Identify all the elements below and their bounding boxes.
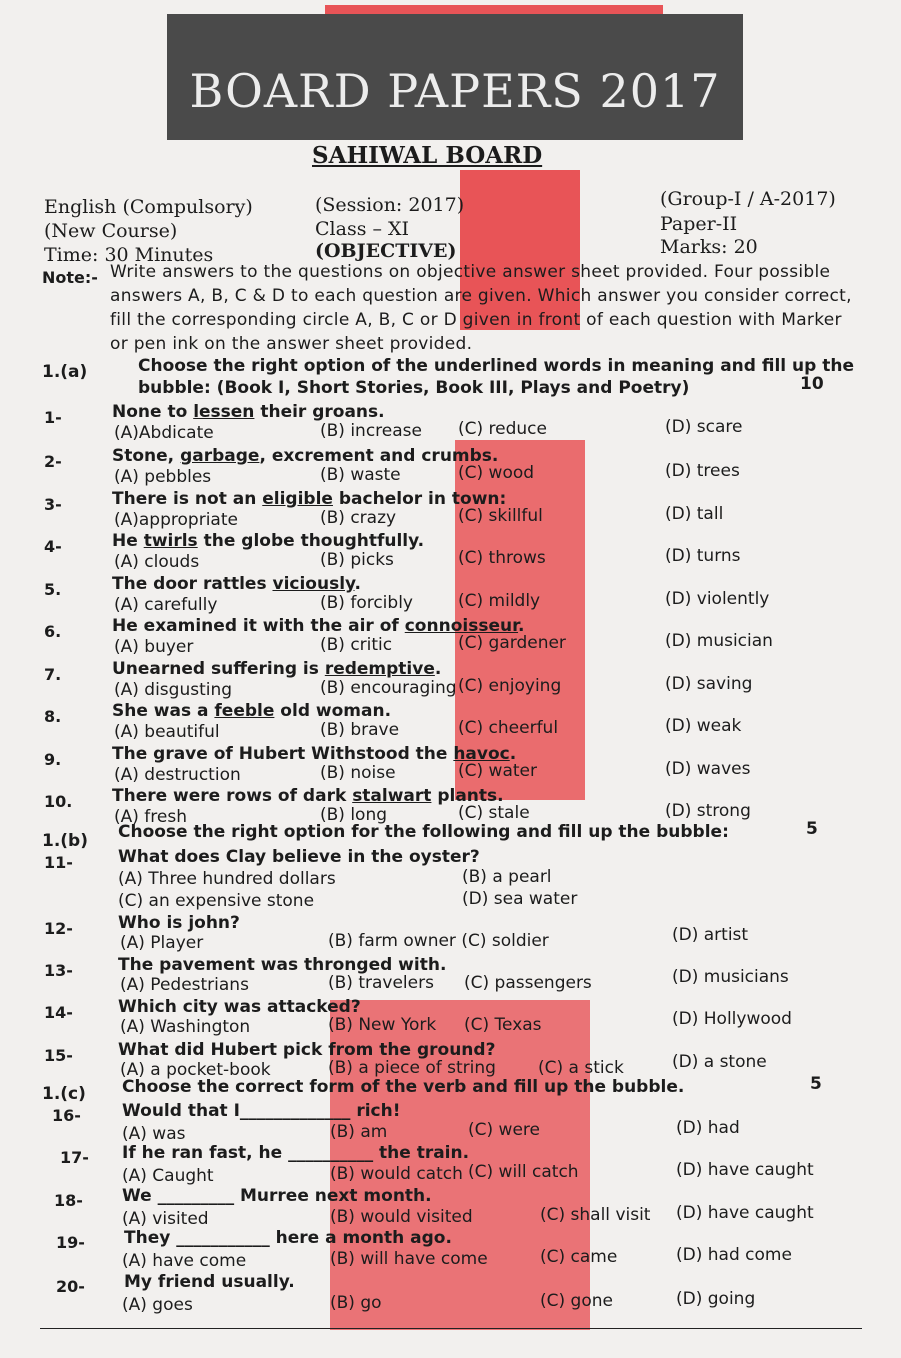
question-number: 7. [44, 665, 62, 684]
section-marks: 5 [810, 1074, 822, 1094]
option-c: (C) Texas [464, 1015, 542, 1035]
option-b: (B) am [330, 1122, 388, 1142]
question-number: 2- [44, 452, 62, 471]
question-text: The pavement was thronged with. [118, 955, 447, 975]
underlined-word: viciously [272, 574, 355, 594]
underlined-word: havoc [453, 744, 510, 764]
option-b: (B) farm owner (C) soldier [328, 931, 549, 951]
underlined-word: garbage [180, 446, 260, 466]
course: (New Course) [44, 220, 178, 242]
option-c: (C) were [468, 1120, 540, 1140]
option-d: (D) a stone [672, 1052, 767, 1072]
time: Time: 30 Minutes [44, 244, 214, 266]
group: (Group-I / A-2017) [660, 188, 836, 210]
question-number: 12- [44, 919, 73, 938]
banner-title: BOARD PAPERS 2017 [189, 64, 721, 118]
option-d: (D) weak [665, 716, 742, 736]
question-number: 18- [54, 1191, 83, 1210]
section-text: Choose the right option for the following and fill up the bubble: [118, 822, 729, 842]
question-text-start: He examined it with the air of [112, 616, 405, 636]
option-b: (B) travelers [328, 973, 434, 993]
option-a: (A) Player [120, 933, 204, 953]
marks: Marks: 20 [660, 236, 758, 258]
question-text [112, 531, 424, 551]
section-text: Choose the right option of the underlined words in meaning and fill up the bubble: (Book I, Short Stories, Book III, Plays and Poetry) [138, 356, 854, 398]
question-text [112, 574, 361, 594]
question-number: 4- [44, 537, 62, 556]
option-d: (D) sea water [462, 889, 578, 909]
section-no: 1.(b) [42, 831, 88, 851]
option-a: (A) visited [122, 1209, 209, 1229]
underlined-word: redemptive [324, 659, 435, 679]
option-c: (C) water [458, 761, 537, 781]
question-text [112, 744, 516, 764]
note-label: Note:- [42, 268, 98, 287]
question-text [112, 446, 498, 466]
option-d: (D) musician [665, 631, 773, 651]
option-a: (A) beautiful [114, 722, 220, 742]
option-a: (A) fresh [114, 807, 187, 827]
underlined-word: lessen [193, 402, 255, 422]
option-b: (B) crazy [320, 508, 397, 528]
option-a: (A) have come [122, 1251, 247, 1271]
section-marks: 5 [806, 819, 818, 839]
banner [167, 14, 743, 140]
underlined-word: stalwart [352, 786, 432, 806]
question-text-end: . [354, 574, 362, 594]
option-c: (C) throws [458, 548, 546, 568]
option-b: (B) waste [320, 465, 401, 485]
section-no: 1.(c) [42, 1084, 86, 1104]
option-a: (A)appropriate [114, 510, 238, 530]
note-text: Write answers to the questions on objective answer sheet provided. Four possible answers A, B, C & D to each question are given. Which answer you consider correct, fill the corresponding circle A, B, C or D given in front of each question with Marker or pen ink on the answer sheet provided. [110, 262, 852, 354]
question-text [112, 701, 391, 721]
option-d: (D) turns [665, 546, 741, 566]
section-no: 1.(a) [42, 362, 88, 382]
paper: Paper-II [660, 213, 738, 235]
question-text-end: the globe thoughtfully. [197, 531, 425, 551]
question-text-start: None to [112, 402, 194, 422]
question-text-start: There is not an [112, 489, 263, 509]
question-text: They ___________ here a month ago. [124, 1228, 452, 1248]
question-number: 11- [44, 853, 73, 872]
option-a: (A) Caught [122, 1166, 214, 1186]
session: (Session: 2017) [315, 194, 465, 216]
board-name: SAHIWAL BOARD [312, 142, 543, 169]
option-b: (B) long [320, 805, 388, 825]
option-b: (B) picks [320, 550, 394, 570]
option-b: (B) increase [320, 421, 422, 441]
question-text: Who is john? [118, 913, 240, 933]
option-b: (B) critic [320, 635, 393, 655]
question-number: 16- [52, 1106, 81, 1125]
option-b: (B) a pearl [462, 867, 552, 887]
paper-type: (OBJECTIVE) [315, 240, 457, 262]
option-d: (D) had [676, 1118, 740, 1138]
section-marks: 10 [800, 374, 824, 394]
question-text [112, 786, 504, 806]
question-text-end: old woman. [274, 701, 392, 721]
option-c: (C) will catch [468, 1162, 579, 1182]
question-number: 14- [44, 1003, 73, 1022]
question-number: 10. [44, 792, 73, 811]
option-d: (D) musicians [672, 967, 789, 987]
question-text: My friend usually. [124, 1272, 295, 1292]
question-text-start: The grave of Hubert Withstood the [112, 744, 454, 764]
underlined-word: eligible [262, 489, 333, 509]
option-b: (B) a piece of string [328, 1058, 496, 1078]
question-text-start: Stone, [112, 446, 181, 466]
question-number: 17- [60, 1148, 89, 1167]
option-c: (C) a stick [538, 1058, 624, 1078]
option-d: (D) saving [665, 674, 753, 694]
option-c: (C) came [540, 1247, 618, 1267]
option-a: (A) disgusting [114, 680, 233, 700]
option-a: (A) Three hundred dollars [118, 869, 336, 889]
option-b: (B) go [330, 1293, 382, 1313]
option-b: (B) will have come [330, 1249, 488, 1269]
question-number: 13- [44, 961, 73, 980]
question-text-start: She was a [112, 701, 215, 721]
question-text-start: He [112, 531, 144, 551]
option-a: (A) carefully [114, 595, 218, 615]
option-d: (D) have caught [676, 1160, 814, 1180]
underlined-word: twirls [143, 531, 198, 551]
option-c: (C) reduce [458, 419, 547, 439]
question-number: 19- [56, 1233, 85, 1252]
option-d: (D) strong [665, 801, 751, 821]
question-number: 3- [44, 495, 62, 514]
option-a: (A) goes [122, 1295, 193, 1315]
underlined-word: connoisseur [404, 616, 519, 636]
option-d: (D) violently [665, 589, 770, 609]
question-text: What does Clay believe in the oyster? [118, 847, 480, 867]
option-c: (C) gone [540, 1291, 613, 1311]
option-d: (D) Hollywood [672, 1009, 792, 1029]
question-text-end: . [434, 659, 442, 679]
option-d: (D) going [676, 1289, 756, 1309]
question-text [112, 489, 506, 509]
question-text-end: , excrement and crumbs. [259, 446, 499, 466]
question-text: If he ran fast, he __________ the train. [122, 1143, 470, 1163]
option-b: (B) noise [320, 763, 396, 783]
option-d: (D) trees [665, 461, 740, 481]
option-a: (A)Abdicate [114, 423, 214, 443]
option-b: (B) forcibly [320, 593, 413, 613]
option-a: (A) pebbles [114, 467, 212, 487]
option-c: (C) passengers [464, 973, 592, 993]
option-c: (C) shall visit [540, 1205, 651, 1225]
option-d: (D) had come [676, 1245, 792, 1265]
question-text: What did Hubert pick from the ground? [118, 1040, 496, 1060]
question-text-end: their groans. [254, 402, 385, 422]
question-text: Which city was attacked? [118, 997, 361, 1017]
question-text-start: Unearned suffering is [112, 659, 325, 679]
question-text: Would that I_____________ rich! [122, 1101, 401, 1121]
option-d: (D) tall [665, 504, 724, 524]
option-a: (A) was [122, 1124, 186, 1144]
option-b: (B) New York [328, 1015, 437, 1035]
option-c: (C) gardener [458, 633, 566, 653]
option-c: (C) an expensive stone [118, 891, 315, 911]
question-text-end: bachelor in town: [332, 489, 507, 509]
option-a: (A) Washington [120, 1017, 251, 1037]
option-d: (D) artist [672, 925, 749, 945]
option-c: (C) mildly [458, 591, 541, 611]
question-text-start: There were rows of dark [112, 786, 353, 806]
option-c: (C) skillful [458, 506, 543, 526]
question-number: 1- [44, 408, 62, 427]
question-text: We _________ Murree next month. [122, 1186, 432, 1206]
question-number: 20- [56, 1277, 85, 1296]
question-text [112, 659, 441, 679]
underlined-word: feeble [214, 701, 275, 721]
question-text-end: . [518, 616, 525, 636]
option-b: (B) brave [320, 720, 400, 740]
option-a: (A) Pedestrians [120, 975, 249, 995]
option-b: (B) encouraging [320, 678, 457, 698]
question-text [112, 402, 385, 422]
section-text: Choose the correct form of the verb and fill up the bubble. [122, 1077, 685, 1097]
question-text-end: . [509, 744, 517, 764]
subject: English (Compulsory) [44, 196, 253, 218]
option-b: (B) would visited [330, 1207, 473, 1227]
question-text-start: The door rattles [112, 574, 273, 594]
option-d: (D) scare [665, 417, 743, 437]
option-c: (C) enjoying [458, 676, 562, 696]
option-a: (A) buyer [114, 637, 194, 657]
option-d: (D) have caught [676, 1203, 814, 1223]
option-b: (B) would catch [330, 1164, 463, 1184]
question-number: 5. [44, 580, 62, 599]
option-a: (A) clouds [114, 552, 200, 572]
option-d: (D) waves [665, 759, 751, 779]
option-c: (C) cheerful [458, 718, 559, 738]
option-a: (A) a pocket-book [120, 1060, 271, 1080]
question-number: 9. [44, 750, 62, 769]
option-a: (A) destruction [114, 765, 241, 785]
question-number: 15- [44, 1046, 73, 1065]
bottom-rule [40, 1328, 862, 1329]
question-number: 6. [44, 622, 62, 641]
option-c: (C) wood [458, 463, 535, 483]
question-text-end: plants. [431, 786, 504, 806]
question-number: 8. [44, 707, 62, 726]
option-c: (C) stale [458, 803, 530, 823]
class: Class – XI [315, 218, 410, 240]
